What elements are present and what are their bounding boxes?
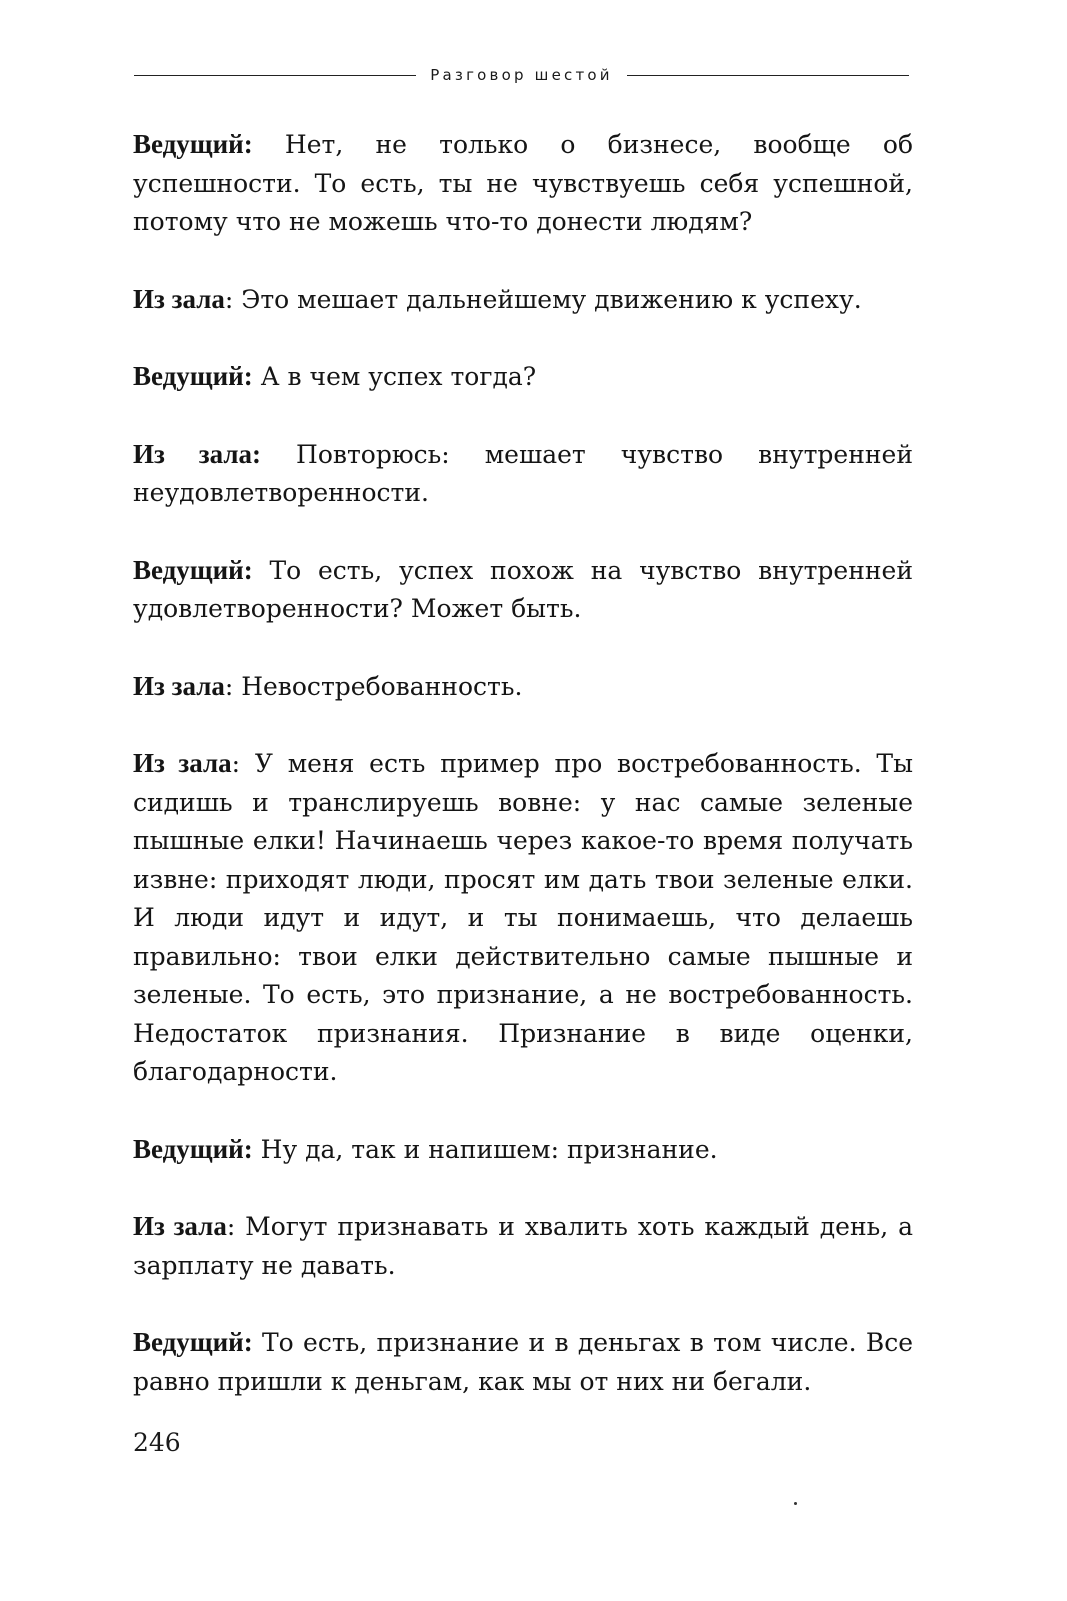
dialogue-paragraph [133, 280, 913, 320]
speaker-label: Ведущий: [133, 361, 253, 391]
dialogue-text: : Это мешает дальнейшему движению к успеху. [224, 284, 862, 314]
dialogue-paragraph [133, 357, 913, 397]
dialogue-paragraph [133, 435, 913, 513]
dialogue-text: То есть, признание и в деньгах в том числе. Все равно пришли к деньгам, как мы от них ни бегали. [133, 1328, 913, 1396]
speaker-label: Из зала [133, 1211, 227, 1241]
speaker-label: Из зала [133, 670, 225, 701]
speaker-label: Из зала [133, 283, 225, 314]
dialogue-paragraph [133, 551, 913, 629]
speaker-label: Из зала: [133, 438, 261, 469]
dialogue-paragraph [133, 125, 913, 242]
speaker-label: Ведущий: [133, 129, 253, 159]
dialogue-text: Ну да, так и напишем: признание. [252, 1134, 718, 1164]
speaker-label: Ведущий: [133, 554, 253, 585]
dialogue-text: Повторюсь: мешает чувство внутренней неудовлетворенности. [133, 439, 913, 507]
dialogue-text: А в чем успех тогда? [252, 362, 537, 391]
speaker-label: Ведущий: [133, 1133, 253, 1164]
dialogue-paragraph [133, 667, 913, 707]
dialogue-paragraph [133, 1130, 913, 1170]
dialogue-paragraph [133, 1323, 913, 1401]
page-number: 246 [133, 1428, 181, 1457]
page-body [133, 125, 913, 1439]
running-head [134, 60, 909, 90]
dialogue-text: : У меня есть пример про востребованность. Ты сидишь и транслируешь вовне: у нас самые зеленые пышные елки! Начинаешь через какое-то время получать извне: приходят люди, просят им дать твои зеленые елки. И люди идут и идут, и ты понимаешь, что делаешь правильно: твои елки действительно самые пышные и зеленые. То есть, это признание, а не востребованность. Недостаток признания. Признание в виде оценки, благодарности. [133, 749, 913, 1086]
dialogue-text: : Невостребованность. [224, 671, 523, 701]
speaker-label: Из зала [133, 748, 232, 778]
dialogue-text: То есть, успех похож на чувство внутренней удовлетворенности? Может быть. [133, 555, 913, 623]
dialogue-paragraph [133, 744, 913, 1092]
dialogue-text: Нет, не только о бизнесе, вообще об успешности. То есть, ты не чувствуешь себя успешной, потому что не можешь что-то донести людям? [133, 130, 913, 236]
running-head-rule-left [134, 75, 416, 76]
dialogue-paragraph [133, 1207, 913, 1285]
print-speck [794, 1502, 797, 1505]
speaker-label: Ведущий: [133, 1327, 253, 1357]
running-head-title: Разговор шестой [430, 66, 613, 84]
dialogue-text: : Могут признавать и хвалить хоть каждый день, а зарплату не давать. [133, 1212, 913, 1280]
running-head-rule-right [627, 75, 909, 76]
